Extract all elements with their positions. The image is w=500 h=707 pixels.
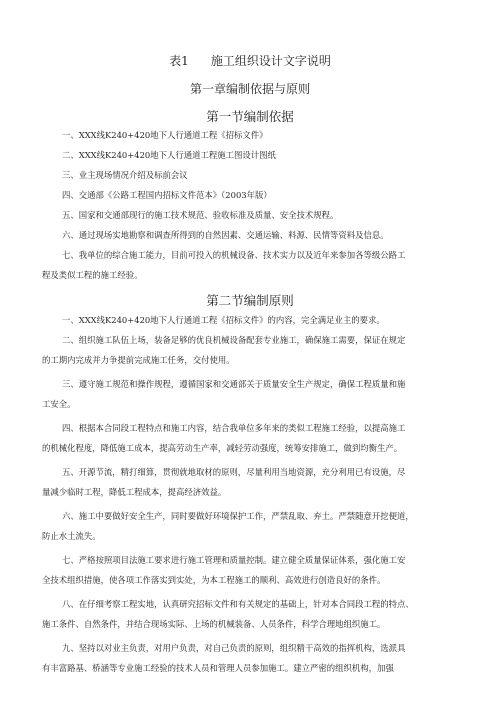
title-text: 施工组织设计文字说明 bbox=[210, 54, 331, 68]
principle-line-14: 八、在仔细考察工程实地，认真研究招标文件和有关规定的基础上，针对本合同段工程的特点、 bbox=[62, 599, 414, 609]
principle-line-3: 的工期内完成并力争提前完成施工任务，交付使用。 bbox=[42, 355, 235, 365]
principle-line-5: 工安全。 bbox=[42, 399, 76, 409]
principle-line-17: 有丰富路基、桥涵等专业施工经验的技术人员和管理人员参加施工。建立严密的组织机构，加强 bbox=[42, 663, 394, 673]
principle-line-2: 二、组织施工队伍上场，装备足够的优良机械设备配套专业施工，确保施工需要，保证在规定 bbox=[62, 335, 406, 345]
basis-item-6: 六、通过现场实地勘察和调查所得到的自然因素、交通运输、料源、民情等资料及信息。 bbox=[62, 230, 389, 240]
principle-line-8: 五、开源节流，精打细算，贯彻就地取材的原则，尽量利用当地资源，充分利用已有设施，尽 bbox=[62, 467, 406, 477]
basis-item-4: 四、交通部《公路工程国内招标文件范本》（2003年版） bbox=[62, 190, 272, 200]
principle-line-1: 一、XXX线K240+420地下人行通道工程《招标文件》的内容，完全满足业主的要求。 bbox=[62, 315, 385, 325]
basis-item-5: 五、国家和交通部现行的施工技术规范、验收标准及质量、安全技术规程。 bbox=[62, 210, 339, 220]
principle-line-11: 防止水土流失。 bbox=[42, 531, 101, 541]
principle-line-6: 四、根据本合同段工程特点和施工内容，结合我单位多年来的类似工程施工经验，以提高施工 bbox=[62, 423, 406, 433]
basis-item-3: 三、业主现场情况介绍及标前会议 bbox=[62, 170, 188, 180]
principle-line-16: 九、坚持以对业主负责，对用户负责，对自己负责的原则，组织精干高效的指挥机构，选派具 bbox=[62, 643, 406, 653]
chapter-heading: 第一章编制依据与原则 bbox=[189, 82, 310, 96]
principle-line-15: 施工条件、自然条件，并结合现场实际、上场的机械装备、人员条件，科学合理地组织施工。 bbox=[42, 619, 386, 629]
basis-item-2: 二、XXX线K240+420地下人行通道工程施工图设计图纸 bbox=[62, 150, 276, 160]
principle-line-12: 七、严格按照项目法施工要求进行施工管理和质量控制。建立健全质量保证体系，强化施工安 bbox=[62, 555, 406, 565]
basis-item-1: 一、XXX线K240+420地下人行通道工程《招标文件》 bbox=[62, 130, 268, 140]
basis-item-7-cont: 程及类似工程的施工经验。 bbox=[42, 270, 143, 280]
basis-item-7: 七、我单位的综合施工能力，目前可投入的机械设备、技术实力以及近年来参加各等级公路工 bbox=[62, 250, 406, 260]
principle-line-13: 全技术组织措施，使各项工作落实到实处，为本工程施工的顺利、高效进行创造良好的条件。 bbox=[42, 575, 386, 585]
section-heading-2: 第二节编制原则 bbox=[206, 293, 294, 308]
principle-line-9: 量减少临时工程，降低工程成本，提高经济效益。 bbox=[42, 487, 227, 497]
table-label: 表1 bbox=[169, 54, 189, 68]
principle-line-4: 三、遵守施工规范和操作规程，遵循国家和交通部关于质量安全生产规定，确保工程质量和施 bbox=[62, 379, 406, 389]
principle-line-10: 六、施工中要做好安全生产，同时要做好环境保护工作，严禁乱取、弃土。严禁随意开挖便道， bbox=[62, 511, 414, 521]
section-heading-1: 第一节编制依据 bbox=[206, 109, 294, 124]
principle-line-7: 的机械化程度，降低施工成本，提高劳动生产率，减轻劳动强度，统筹安排施工，做到均衡生产。 bbox=[42, 443, 403, 453]
document-title bbox=[0, 52, 500, 69]
